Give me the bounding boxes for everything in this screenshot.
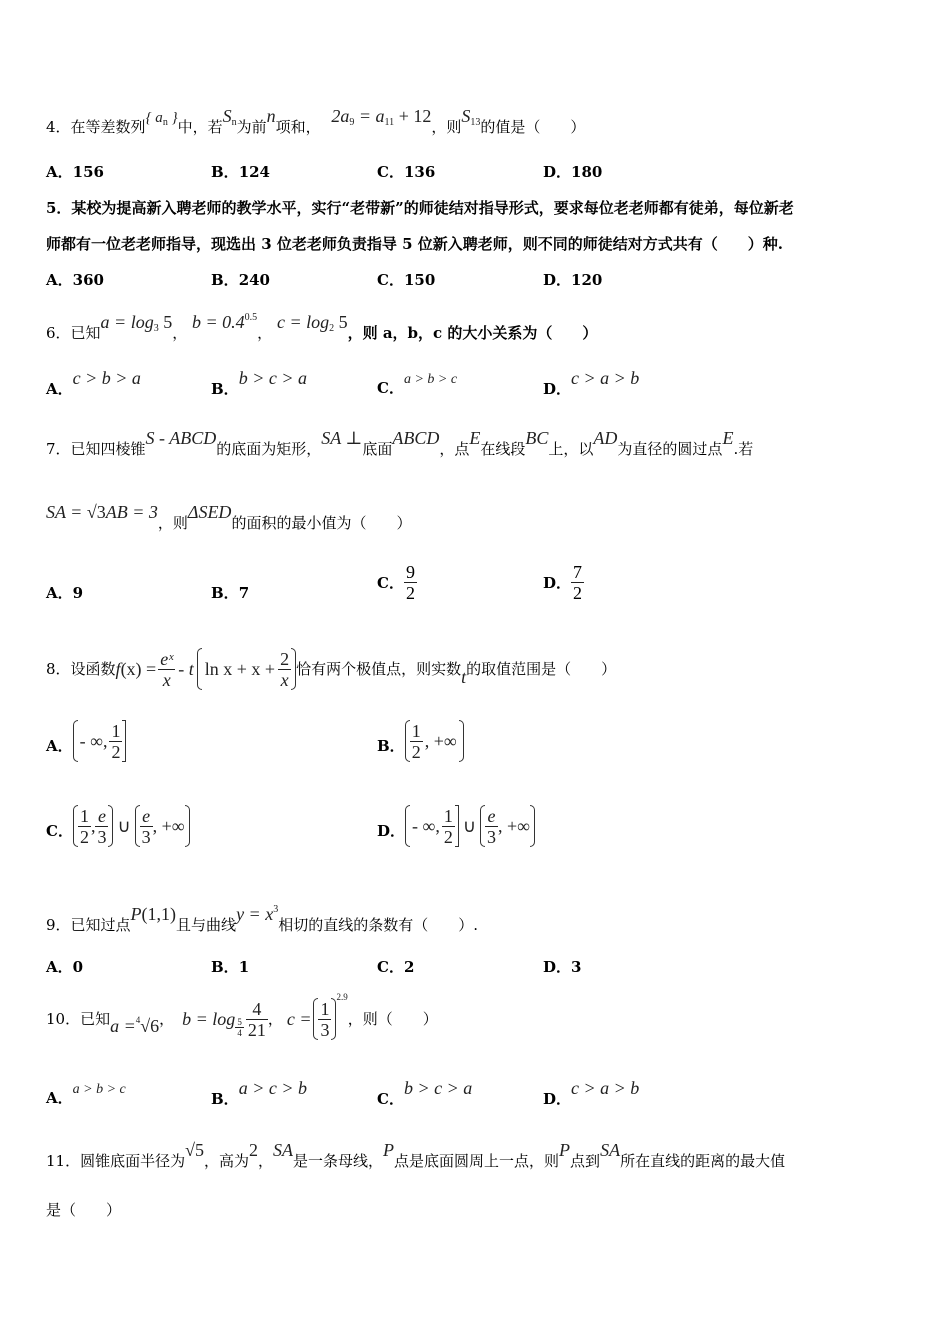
q4-seq: { $a_n$ }	[145, 110, 178, 128]
q6-c: $c = \log_2 5$	[276, 312, 348, 334]
q11-height: 2	[249, 1140, 258, 1160]
q10-option-a[interactable]: A．a > b > c	[46, 1082, 126, 1107]
q9-stem: 9．已知过点P(1,1)且与曲线$y = x^3$相切的直线的条数有（ ）.	[46, 904, 478, 934]
q10-option-d[interactable]: D．c > a > b	[543, 1078, 640, 1108]
q9-option-b[interactable]: B．1	[211, 958, 250, 976]
q4-equation: $2a_9 = a_{11} + 12$	[331, 106, 432, 128]
q8-function: f (x) = $\frac{\text{eˣ}}{x}$ - t ln x + x + $\frac{2}{x}$	[116, 648, 297, 690]
q5-option-c[interactable]: C．150	[377, 271, 436, 289]
q7-option-d[interactable]: D． $\frac{7}{2}$	[543, 562, 583, 603]
q9-curve: $y = x^3$	[236, 904, 279, 924]
q7-option-b[interactable]: B．7	[211, 584, 250, 602]
q8-option-c[interactable]: C． $\frac{1}{2}$ , $\frac{e}{3}$ ∪ $\frac{e}{3}$ , +∞	[46, 815, 190, 847]
q7-option-a[interactable]: A．9	[46, 584, 84, 602]
q11-stem-line2: 是（ ）	[46, 1201, 122, 1219]
q8-option-a[interactable]: A． - ∞, $\frac{1}{2}$	[46, 730, 126, 762]
q10-option-b[interactable]: B．a > c > b	[211, 1078, 307, 1108]
q11-radius: √5	[185, 1140, 204, 1160]
q7-condition: SA = √3AB = 3	[46, 502, 158, 522]
q8-stem: 8．设函数 f (x) = $\frac{\text{eˣ}}{x}$ - t ln x + x + $\frac{2}{x}$ 恰有两个极值点，则实数 t 的取值范围是（ ）	[46, 648, 617, 690]
q6-a: $a = \log_3 5$	[100, 312, 173, 334]
q6-option-d[interactable]: D．c > a > b	[543, 368, 640, 398]
q5-option-d[interactable]: D．120	[543, 271, 603, 289]
q4-sn: $S_n$	[222, 106, 237, 128]
q9-point: P(1,1)	[130, 904, 177, 924]
q5-option-b[interactable]: B．240	[211, 271, 270, 289]
q7-pyramid: S - ABCD	[145, 428, 217, 448]
q6-option-c[interactable]: C．a > b > c	[377, 372, 458, 397]
q4-stem: 4．在等差数列{ $a_n$ }中，若$S_n$为前n项和， $2a_9 = a_{11} + 12$，则$S_{13}$的值是（ ）	[46, 106, 586, 136]
q10-stem: 10．已知 a = 4 √6 ， b = log $\frac{5}{4}$ $\frac{4}{21}$ ， c = $\frac{1}{3}$ 2.9 ，则（ ）	[46, 992, 438, 1040]
q9-option-a[interactable]: A．0	[46, 958, 84, 976]
q5-option-a[interactable]: A．360	[46, 271, 104, 289]
q6-stem: 6．已知$a = \log_3 5$， $b = 0.4^{0.5}$， $c = \log_2 5$，则 a，b，c 的大小关系为（ ）	[46, 312, 598, 342]
q4-option-d[interactable]: D．180	[543, 163, 603, 181]
q11-stem-line1: 11．圆锥底面半径为√5，高为2，SA是一条母线，P点是底面圆周上一点，则P点到SA所在直线的距离的最大值	[46, 1140, 786, 1170]
q6-b: $b = 0.4^{0.5}$	[192, 312, 258, 332]
q5-stem-line2: 师都有一位老老师指导，现选出 3 位老老师负责指导 5 位新入聘老师，则不同的师徒结对方式共有（ ）种.	[46, 235, 783, 253]
q6-option-a[interactable]: A．c > b > a	[46, 368, 141, 398]
q10-c: c = $\frac{1}{3}$ 2.9	[286, 992, 348, 1040]
q8-option-d[interactable]: D． - ∞, $\frac{1}{2}$ ∪ $\frac{e}{3}$ , +∞	[377, 815, 535, 847]
q6-option-b[interactable]: B．b > c > a	[211, 368, 307, 398]
q5-stem-line1: 5．某校为提高新入聘老师的教学水平，实行“老带新”的师徒结对指导形式，要求每位老老师都有徒弟，每位新老	[46, 199, 794, 217]
q10-option-c[interactable]: C．b > c > a	[377, 1078, 473, 1108]
q9-option-d[interactable]: D．3	[543, 958, 582, 976]
q9-option-c[interactable]: C．2	[377, 958, 415, 976]
q4-option-a[interactable]: A．156	[46, 163, 104, 181]
q4-option-b[interactable]: B．124	[211, 163, 270, 181]
q8-option-b[interactable]: B． $\frac{1}{2}$ , +∞	[377, 730, 464, 762]
q10-a: a = 4 √6	[110, 1015, 160, 1036]
q7-stem-line1: 7．已知四棱锥S - ABCD的底面为矩形，SA ⊥底面ABCD，点E在线段BC上，以AD为直径的圆过点E.若	[46, 428, 754, 458]
q7-triangle: ΔSED	[187, 502, 232, 522]
q4-s13: $S_{13}$	[461, 106, 481, 128]
q10-b: b = log $\frac{5}{4}$ $\frac{4}{21}$	[182, 998, 266, 1040]
q7-stem-line2: SA = √3AB = 3，则ΔSED的面积的最小值为（ ）	[46, 502, 412, 532]
q7-option-c[interactable]: C． $\frac{9}{2}$	[377, 562, 415, 603]
q4-option-c[interactable]: C．136	[377, 163, 436, 181]
q4-n: n	[266, 106, 276, 126]
